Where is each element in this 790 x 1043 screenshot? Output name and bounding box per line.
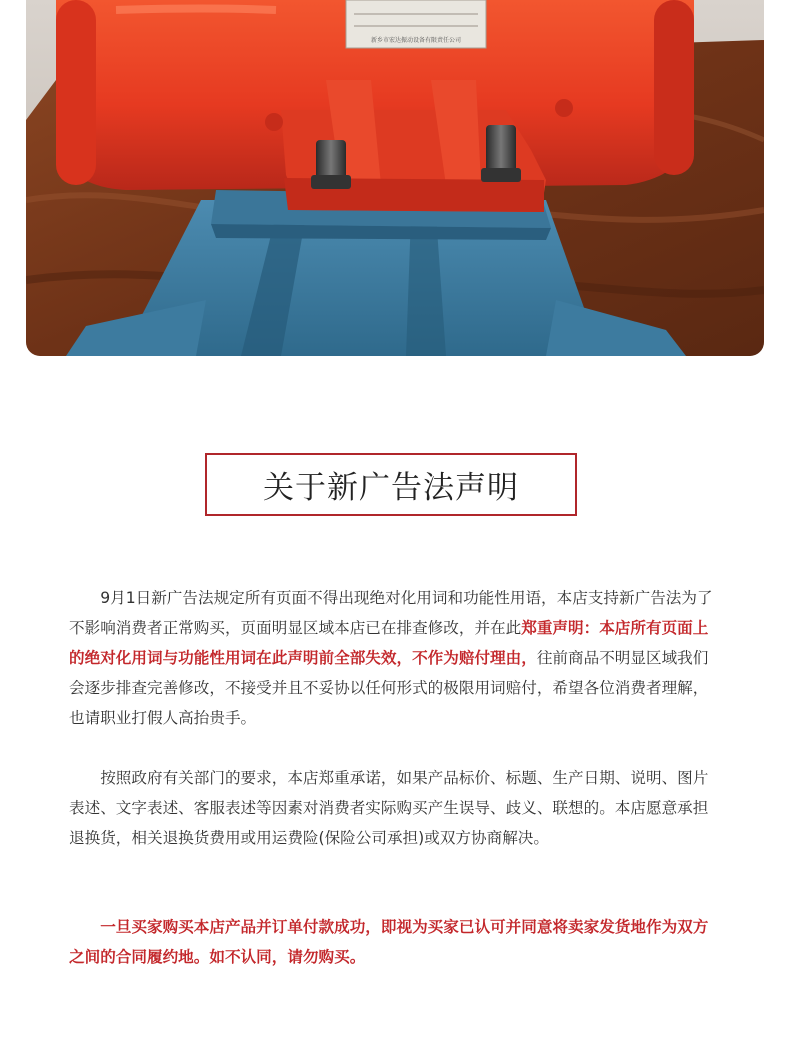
paragraph-1-text-a: 9月1日新广告法规定所有页面不得出现绝对化用词和功能性用语，本店支持新广告法为了不影响消费者正常购买，页面明显区域本店已在排查修改，并在此 xyxy=(69,589,713,637)
nameplate-text: 新乡市宏达振动设备有限责任公司 xyxy=(370,37,462,44)
statement-paragraph-3: 一旦买家购买本店产品并订单付款成功，即视为买家已认可并同意将卖家发货地作为双方之间的合同履约地。如不认同，请勿购买。 xyxy=(69,918,709,966)
statement-paragraph-1 xyxy=(69,583,721,733)
statement-paragraph-2: 按照政府有关部门的要求，本店郑重承诺，如果产品标价、标题、生产日期、说明、图片表述、文字表述、客服表述等因素对消费者实际购买产生误导、歧义、联想的。本店愿意承担退换货，相关退换货费用或用运费险(保险公司承担)或双方协商解决。 xyxy=(69,769,709,847)
vibration-motor-image xyxy=(26,0,764,356)
paragraph-1-text-b: 往前商品不明显区域我们会逐步排查完善修改，不接受并且不妥协以任何形式的极限用词赔付，希望各位消费者理解，也请职业打假人高抬贵手。 xyxy=(69,649,709,727)
product-photo xyxy=(26,0,764,356)
page-title: 关于新广告法声明 xyxy=(263,470,519,506)
paragraph-1-highlight: 郑重声明：本店所有页面上的绝对化用词与功能性用词在此声明前全部失效，不作为赔付理由， xyxy=(69,619,709,667)
title-box xyxy=(205,453,577,516)
